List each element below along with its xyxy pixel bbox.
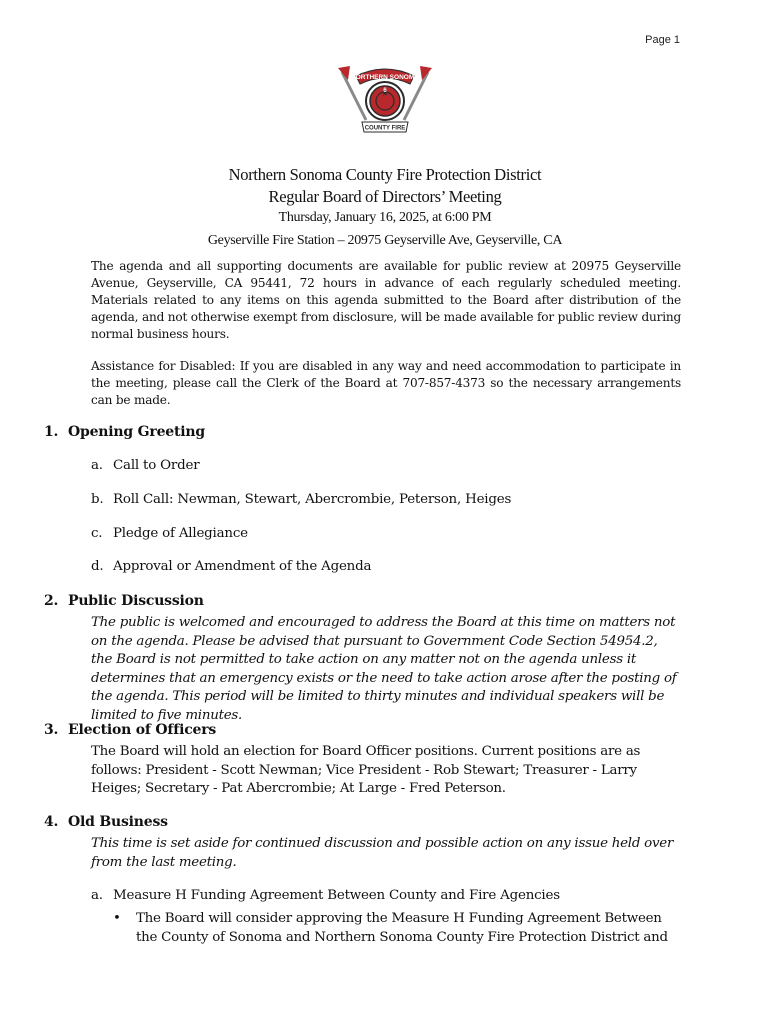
- meeting-date: Thursday, January 16, 2025, at 6:00 PM: [278, 210, 492, 225]
- fire-district-logo: [336, 62, 434, 140]
- section-heading: 4. Old Business: [44, 814, 168, 830]
- section-heading: 2. Public Discussion: [44, 593, 204, 609]
- district-name: Northern Sonoma County Fire Protection District: [228, 165, 542, 184]
- intro-paragraph: The agenda and all supporting documents are available for public review at 20975 Geyserville Avenue, Geyserville, CA 95441, 72 hours in advance of each regularly scheduled meeting. Materials related to any items on this agenda submitted to the Board after distribution of the agenda, and not otherwise exempt from disclosure, will be made available for public review during normal business hours.: [91, 259, 681, 341]
- agenda-item: a. Measure H Funding Agreement Between County and Fire Agencies: [91, 888, 560, 903]
- agenda-item: b. Roll Call: Newman, Stewart, Abercrombie, Peterson, Heiges: [91, 492, 512, 507]
- accessibility-paragraph: Assistance for Disabled: If you are disabled in any way and need accommodation to participate in the meeting, please call the Clerk of the Board at 707-857-4373 so the necessary arrangements can be made.: [91, 359, 681, 407]
- bullet-icon: •: [113, 911, 121, 926]
- meeting-header: [0, 164, 770, 250]
- section-description: The Board will hold an election for Board Officer positions. Current positions are as follows: President - Scott Newman; Vice President - Rob Stewart; Treasurer - Larry Heiges; Secretary - Pat Abercrombie; At Large - Fred Peterson.: [91, 744, 641, 796]
- agenda-item: a. Call to Order: [91, 458, 200, 473]
- section-description: The public is welcomed and encouraged to address the Board at this time on matters not on the agenda. Please be advised that pursuant to Government Code Section 54954.2, the Board is not permitted to take action on any matter not on the agenda unless it determines that an emergency exists or the need to take action arose after the posting of the agenda. This period will be limited to thirty minutes and individual speakers will be limited to five minutes.: [91, 615, 677, 723]
- agenda-item: c. Pledge of Allegiance: [91, 526, 248, 541]
- section-description: This time is set aside for continued discussion and possible action on any issue held over from the last meeting.: [91, 836, 674, 870]
- page-number: Page 1: [645, 34, 680, 46]
- logo-bottom-text: COUNTY FIRE: [364, 125, 406, 132]
- section-heading: 1. Opening Greeting: [44, 424, 205, 440]
- logo-badge-number: 6: [383, 88, 387, 94]
- meeting-title: Regular Board of Directors’ Meeting: [268, 187, 502, 206]
- meeting-location: Geyserville Fire Station – 20975 Geyserville Ave, Geyserville, CA: [207, 233, 563, 248]
- logo-top-text: NORTHERN SONOMA: [351, 74, 419, 81]
- agenda-item: d. Approval or Amendment of the Agenda: [91, 559, 372, 574]
- bullet-text: The Board will consider approving the Measure H Funding Agreement Between the County of Sonoma and Northern Sonoma County Fire Protection District and: [136, 911, 668, 945]
- section-heading: 3. Election of Officers: [44, 722, 217, 738]
